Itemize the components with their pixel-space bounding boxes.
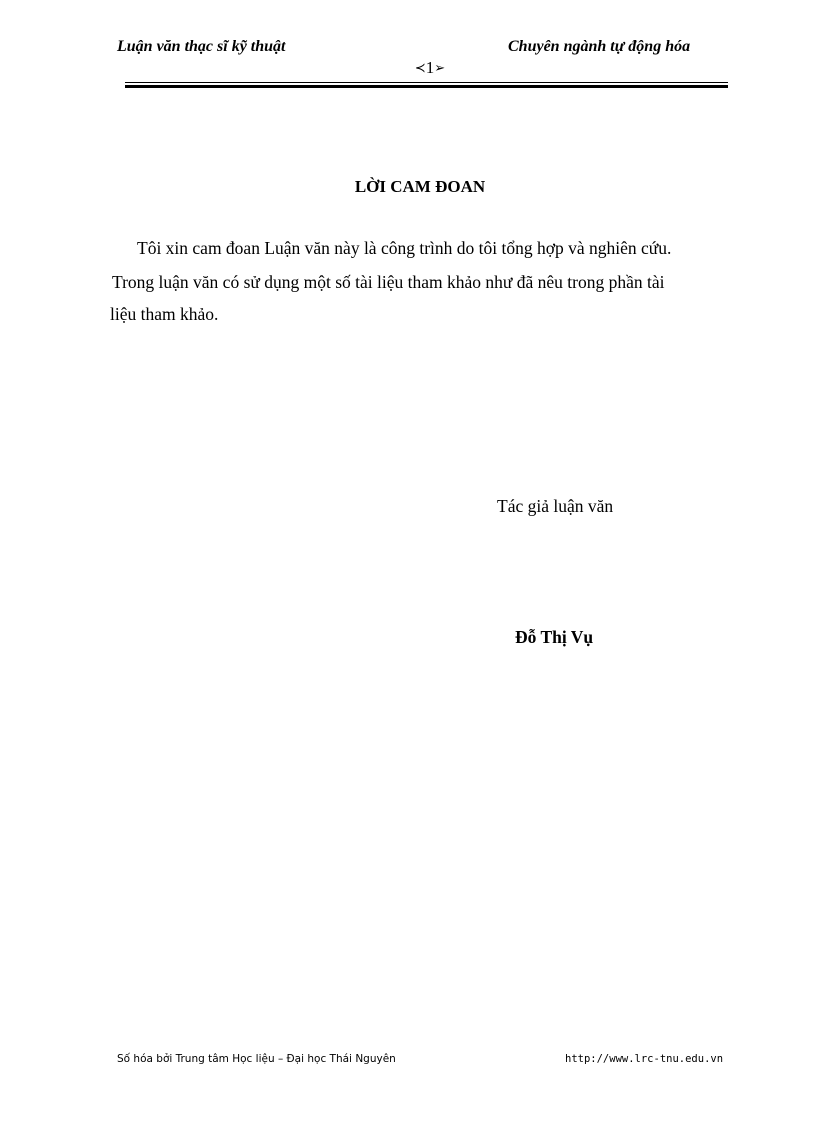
header-rule-thick xyxy=(125,85,728,88)
author-label: Tác giả luận văn xyxy=(497,496,614,516)
header-rule-thin xyxy=(125,82,728,83)
footer-url: http://www.lrc-tnu.edu.vn xyxy=(565,1053,724,1065)
author-name: Đỗ Thị Vụ xyxy=(515,627,594,647)
body-text-line: Tôi xin cam đoan Luận văn này là công trình do tôi tổng hợp và nghiên cứu. xyxy=(137,238,672,258)
page-title: LỜI CAM ĐOAN xyxy=(354,177,486,196)
arrow-right-icon: ➢ xyxy=(434,60,446,75)
page-number-value: 1 xyxy=(425,58,435,77)
page-number xyxy=(380,58,480,78)
header-thesis-type: Luận văn thạc sĩ kỹ thuật xyxy=(117,38,286,55)
header-specialization: Chuyên ngành tự động hóa xyxy=(508,38,691,55)
body-text-line: Trong luận văn có sử dụng một số tài liệu tham khảo như đã nêu trong phần tài xyxy=(112,272,665,292)
arrow-left-icon: ≺ xyxy=(414,60,426,75)
body-text-line: liệu tham khảo. xyxy=(110,304,219,324)
footer-digitization-credit: Số hóa bởi Trung tâm Học liệu – Đại học Thái Nguyên xyxy=(117,1053,396,1065)
